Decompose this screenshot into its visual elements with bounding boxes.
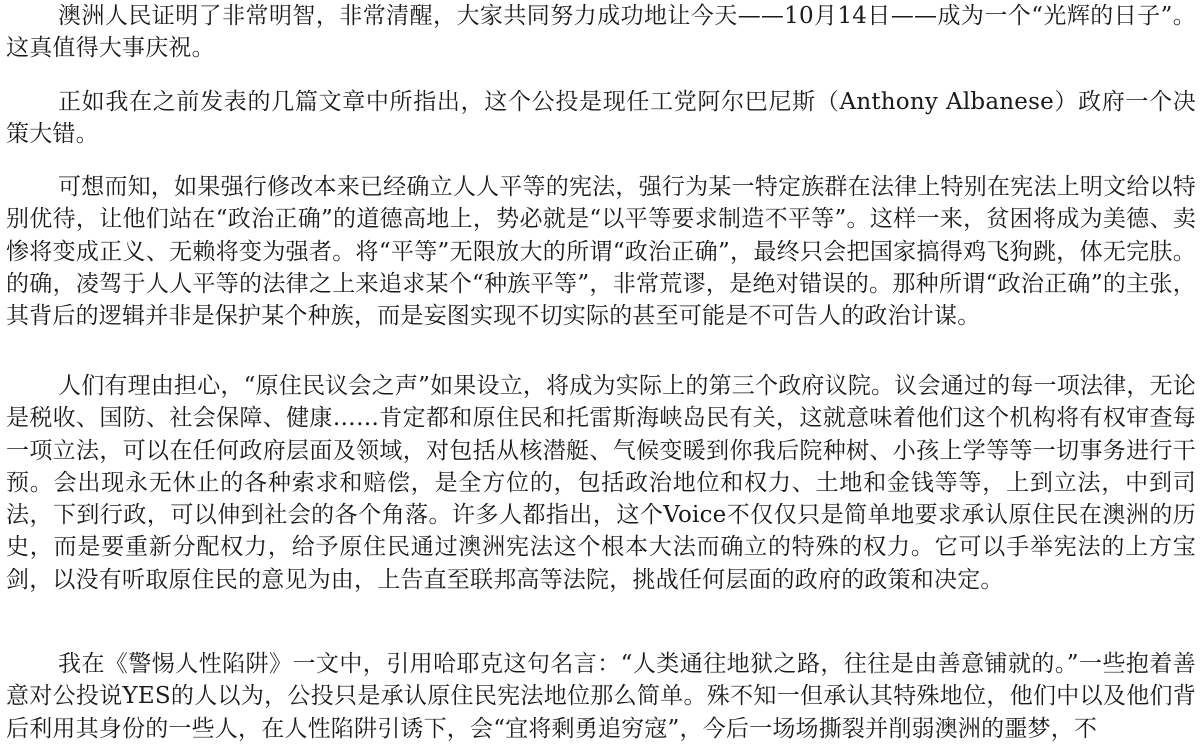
article-paragraph-4: 人们有理由担心，“原住民议会之声”如果设立，将成为实际上的第三个政府议院。议会通过的每一项法律，无论是税收、国防、社会保障、健康……肯定都和原住民和托雷斯海峡岛民有关，这就意味着他们这个机构将有权审查每一项立法，可以在任何政府层面及领域，对包括从核潜艇、气候变暖到你我后院种树、小孩上学等等一切事务进行干预。会出现永无休止的各种索求和赔偿，是全方位的，包括政治地位和权力、土地和金钱等等，上到立法，中到司法，下到行政，可以伸到社会的各个角落。许多人都指出，这个Voice不仅仅只是简单地要求承认原住民在澳洲的历史，而是要重新分配权力，给予原住民通过澳洲宪法这个根本大法而确立的特殊的权力。它可以手举宪法的上方宝剑，以没有听取原住民的意见为由，上告直至联邦高等法院，挑战任何层面的政府的政策和决定。 (6, 373, 1196, 593)
article-paragraph-3: 可想而知，如果强行修改本来已经确立人人平等的宪法，强行为某一特定族群在法律上特别在宪法上明文给以特别优待，让他们站在“政治正确”的道德高地上，势必就是“以平等要求制造不平等”。这样一来，贫困将成为美德、卖惨将变成正义、无赖将变为强者。将“平等”无限放大的所谓“政治正确”，最终只会把国家搞得鸡飞狗跳，体无完肤。的确，凌驾于人人平等的法律之上来追求某个“种族平等”，非常荒谬，是绝对错误的。那种所谓“政治正确”的主张，其背后的逻辑并非是保护某个种族，而是妄图实现不切实际的甚至可能是不可告人的政治计谋。 (6, 174, 1196, 330)
article-paragraph-2: 正如我在之前发表的几篇文章中所指出，这个公投是现任工党阿尔巴尼斯（Anthony Albanese）政府一个决策大错。 (6, 89, 1196, 148)
article-paragraph-1: 澳洲人民证明了非常明智，非常清醒，大家共同努力成功地让今天——10月14日——成为一个“光辉的日子”。这真值得大事庆祝。 (6, 3, 1196, 62)
article-paragraph-5: 我在《警惕人性陷阱》一文中，引用哈耶克这句名言：“人类通往地狱之路，往往是由善意铺就的。”一些抱着善意对公投说YES的人以为，公投只是承认原住民宪法地位那么简单。殊不知一但承认其特殊地位，他们中以及他们背后利用其身份的一些人，在人性陷阱引诱下，会“宜将剩勇追穷寇”，今后一场场撕裂并削弱澳洲的噩梦，不 (6, 651, 1196, 742)
